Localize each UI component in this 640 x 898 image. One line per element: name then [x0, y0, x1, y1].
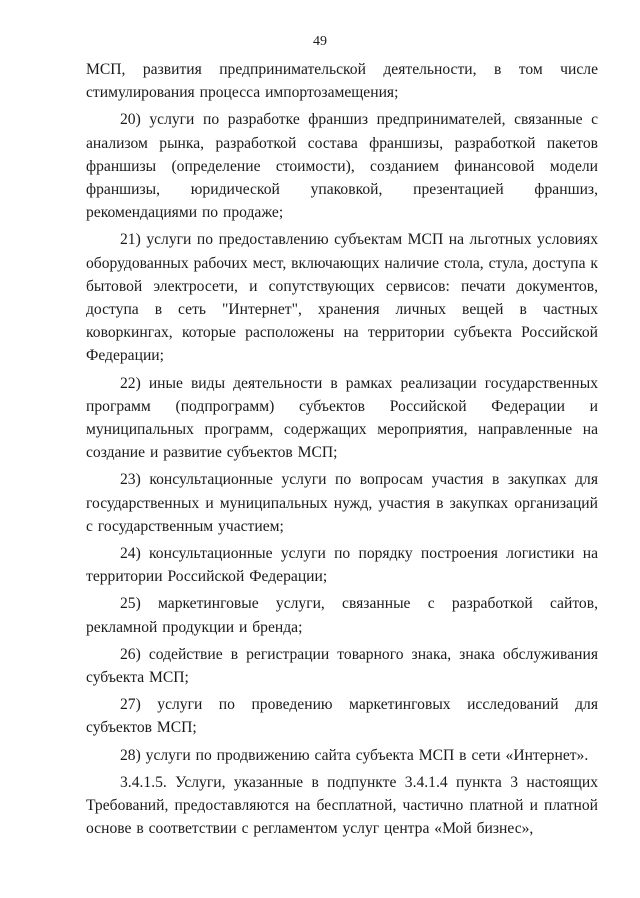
paragraph-continuation: [86, 58, 598, 104]
paragraph-section-3-4-1-5: 3.4.1.5. Услуги, указанные в подпункте 3.4.1.4 пункта 3 настоящих Требований, предоставляются на бесплатной, частично платной и платной основе в соответствии с регламентом услуг центра «Мой бизнес»,: [86, 773, 598, 838]
paragraph-item-27: 27) услуги по проведению маркетинговых исследований для субъектов МСП;: [86, 696, 598, 737]
paragraph-item-26: 26) содействие в регистрации товарного знака, знака обслуживания субъекта МСП;: [86, 645, 598, 687]
paragraph-continuation-line1: МСП, развития предпринимательской деятельности, в том числе: [86, 61, 598, 78]
paragraph-item-20: 20) услуги по разработке франшиз предпринимателей, связанные с анализом рынка, разработкой состава франшизы, разработкой пакетов франшизы (определение стоимости), созданием финансовой модели франшизы, юридической упаковкой, презентацией франшиз, рекомендациями по продаже;: [86, 111, 598, 222]
paragraph-item-23: 23) консультационные услуги по вопросам участия в закупках для государственных и муниципальных нужд, участия в закупках организаций с государственным участием;: [86, 471, 598, 535]
page-number: 49: [313, 34, 327, 49]
document-body: [86, 58, 598, 845]
paragraph-continuation-rest: стимулирования процесса импортозамещения;: [86, 84, 399, 102]
paragraph-item-24: 24) консультационные услуги по порядку построения логистики на территории Российской Федерации;: [86, 545, 598, 586]
paragraph-item-22: 22) иные виды деятельности в рамках реализации государственных программ (подпрограмм) субъектов Российской Федерации и муниципальных программ, содержащих мероприятия, направленные на создание и развитие субъектов МСП;: [86, 374, 598, 462]
paragraph-item-21: 21) услуги по предоставлению субъектам МСП на льготных условиях оборудованных рабочих мест, включающих наличие стола, стула, доступа к бытовой электросети, и сопутствующих сервисов: печати документов, доступа в сеть "Интернет", хранения личных вещей в частных коворкингах, которые расположены на территории субъекта Российской Федерации;: [86, 231, 598, 365]
paragraph-item-28: 28) услуги по продвижению сайта субъекта МСП в сети «Интернет».: [120, 746, 589, 764]
paragraph-item-25: 25) маркетинговые услуги, связанные с разработкой сайтов, рекламной продукции и бренда;: [86, 595, 598, 636]
